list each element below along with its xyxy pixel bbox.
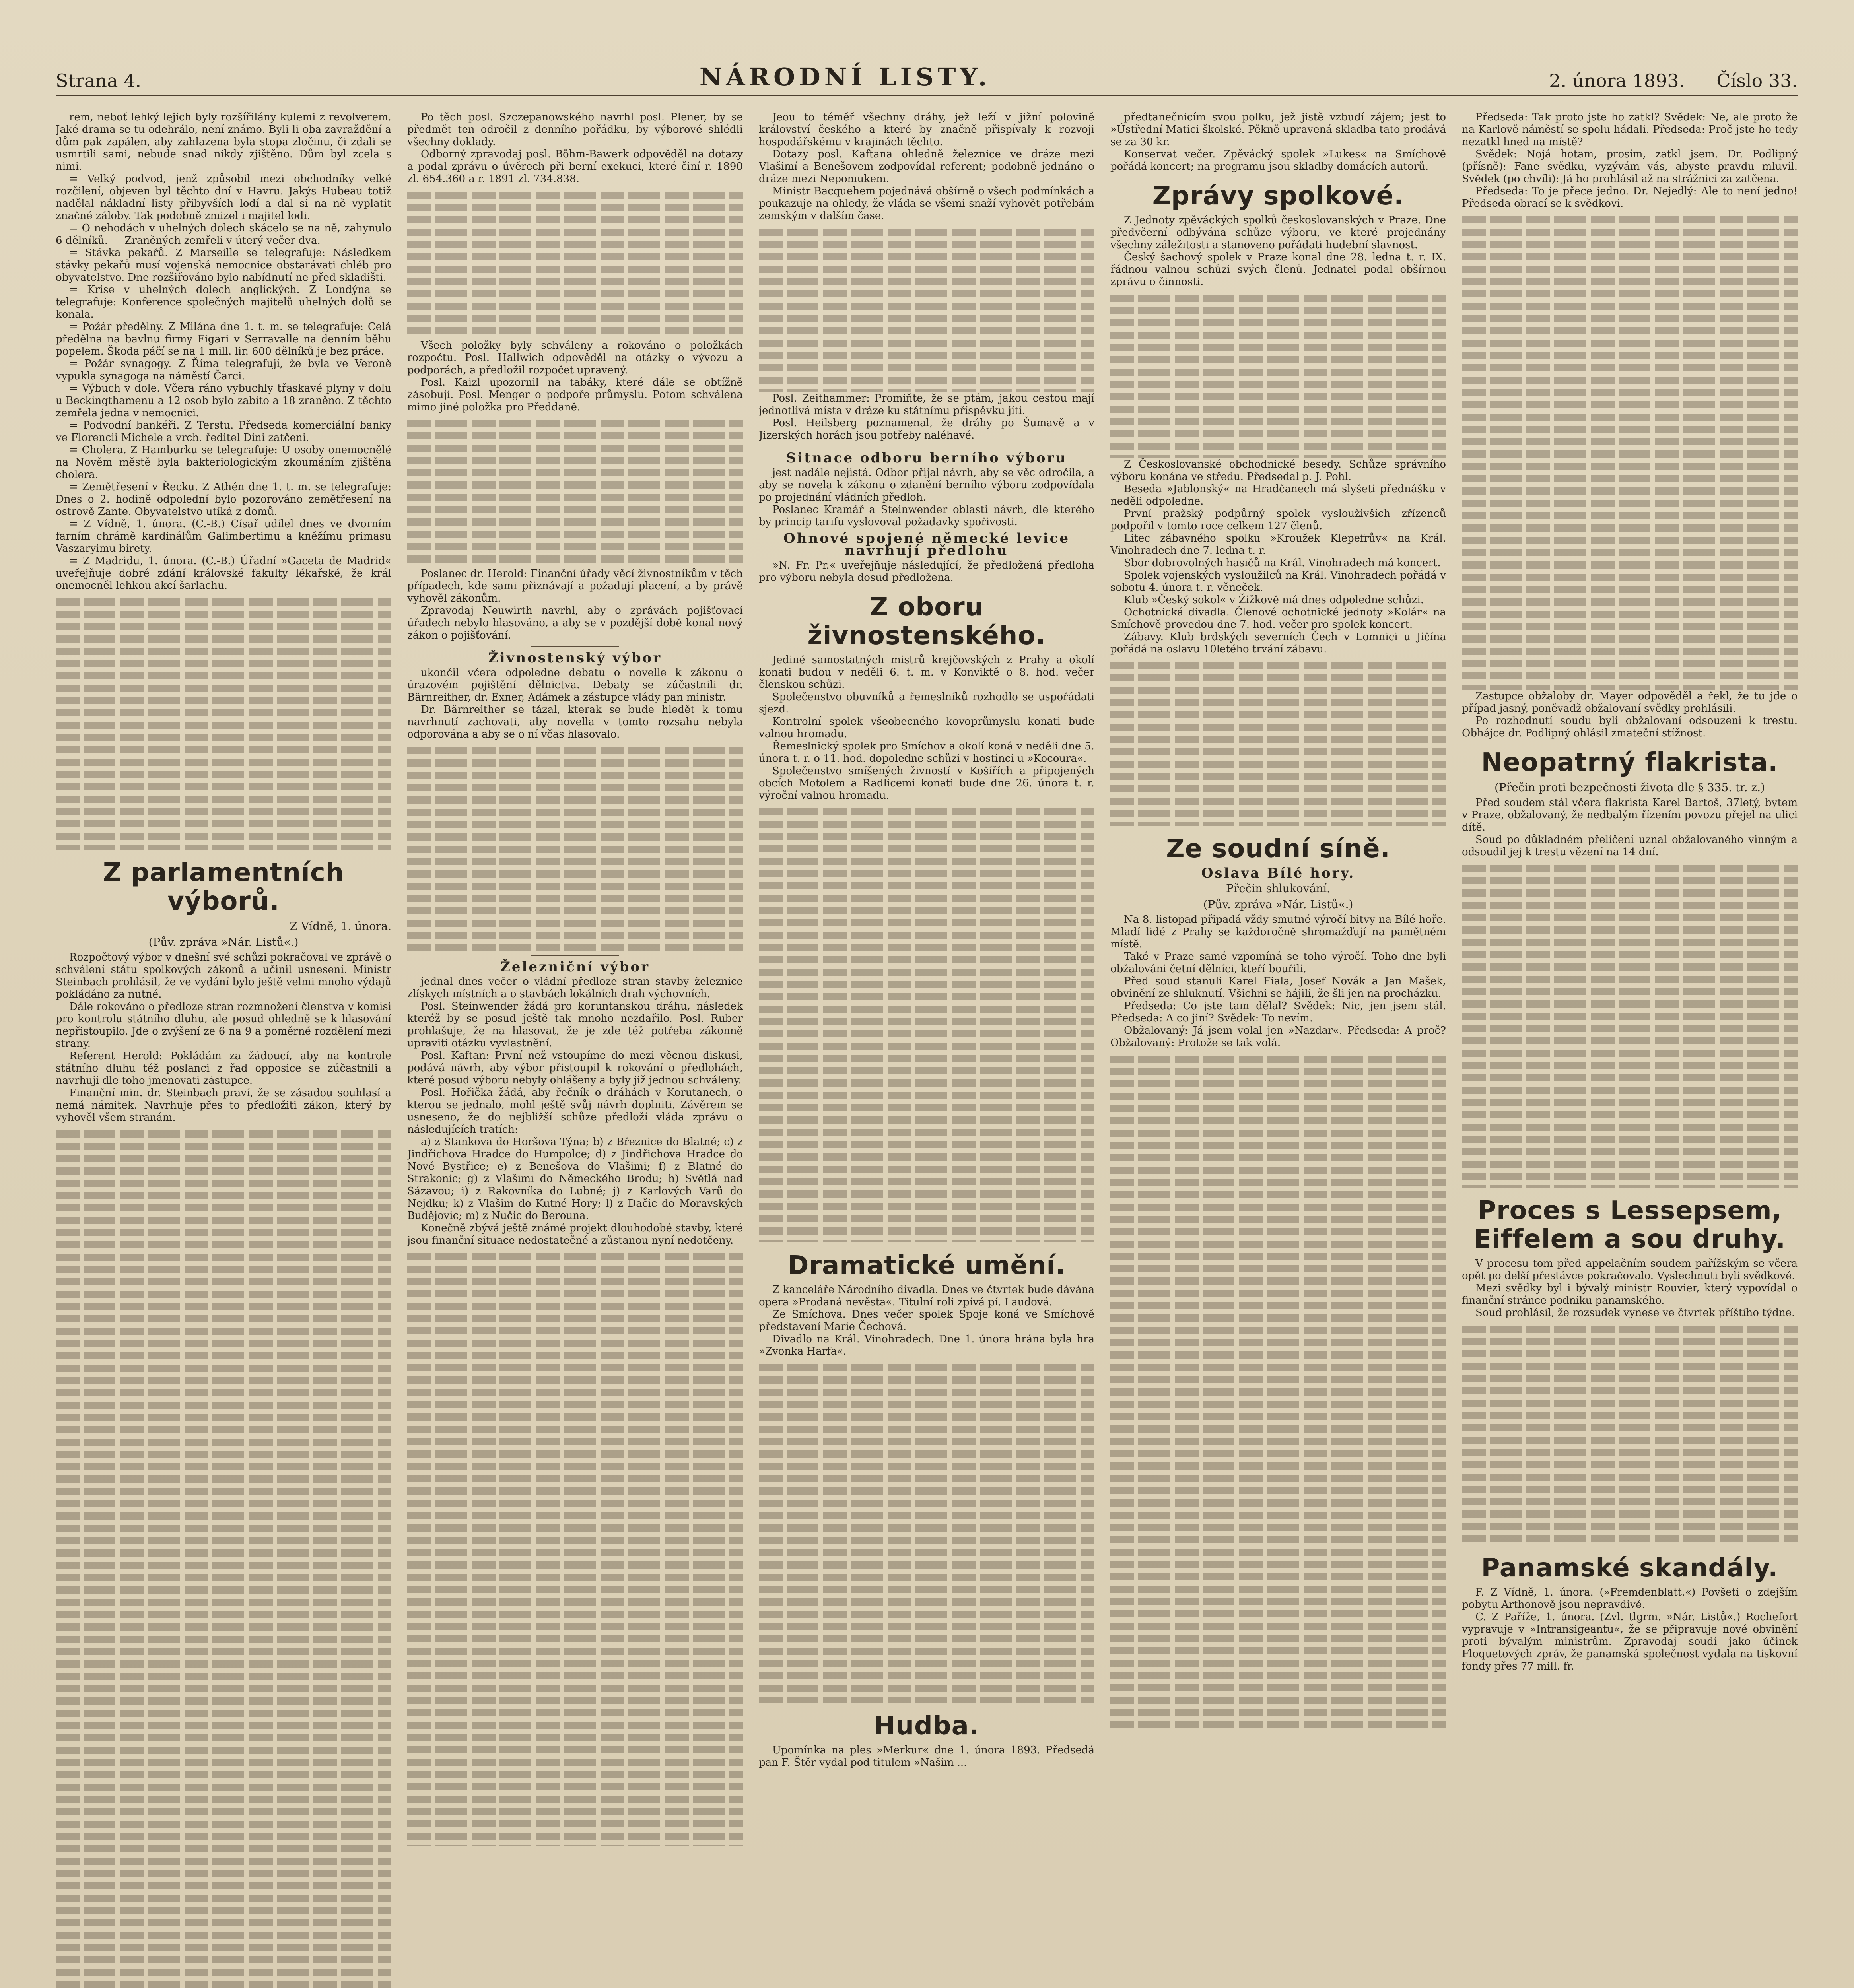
subsection-heading: Oslava Bílé hory.: [1201, 865, 1355, 881]
section-heading: Z parlamentních výborů.: [103, 858, 344, 916]
paragraph: F. Z Vídně, 1. února. (»Fremdenblatt.«) Povšeti o zdejším pobytu Arthonově jsou nepravdivé.: [1462, 1586, 1798, 1611]
separator: [531, 955, 619, 956]
paragraph: Litec zábavného spolku »Kroužek Klepefrův« na Král. Vinohradech dne 7. ledna t. r.: [1110, 532, 1446, 557]
paragraph: Po těch posl. Szczepanowského navrhl posl. Plener, by se předmět ten odročil z denního pořádku, by výborové shlédli všechny doklady.: [407, 111, 743, 148]
paragraph: Společenstvo obuvníků a řemeslníků rozhodlo se uspořádati sjezd.: [759, 691, 1094, 715]
paragraph: = Výbuch v dole. Včera ráno vybuchly třaskavé plyny v dolu u Beckingthamenu a 12 osob bylo zabito a 18 zraněno. Z těchto zemřela jedna v nemocnici.: [56, 382, 391, 419]
paragraph: Český šachový spolek v Praze konal dne 28. ledna t. r. IX. řádnou valnou schůzi svých členů. Jednatel podal obšírnou zprávu o činnosti.: [1110, 251, 1446, 288]
paragraph: Jediné samostatných mistrů krejčovských z Prahy a okolí konati budou v neděli 6. t. m. v Konviktě o 8. hod. večer členskou schůzi.: [759, 654, 1094, 691]
paragraph: Dotazy posl. Kaftana ohledně železnice ve dráze mezi Vlašimí a Benešovem zodpovídal referent; podobně jednáno o dráze mezi Nepomukem.: [759, 148, 1094, 185]
text-block: [1110, 659, 1446, 826]
text-block: [407, 1250, 743, 1846]
paragraph: rem, neboť lehký lejich byly rozšířilány kulemi z revolverem. Jaké drama se tu odehrálo, není známo. Byli-li oba zavraždění a dům pak zapálen, aby zahlazena byla stopa zločinu, či zdali se usmrtili sami, nebude snad nikdy zjištěno. Dům byl zcela s nimi.: [56, 111, 391, 173]
paragraph: Obžalovaný: Já jsem volal jen »Nazdar«. Předseda: A proč? Obžalovaný: Protože se tak volá.: [1110, 1025, 1446, 1049]
paragraph: Referent Herold: Pokládám za žádoucí, aby na kontrole státního dluhu též poslanci z řad opposice se zúčastnili a navrhuji dle toho jmenovati zástupce.: [56, 1050, 391, 1087]
source-note: (Přečin proti bezpečnosti života dle § 335. tr. z.): [1494, 781, 1765, 794]
section-heading: Panamské skandály.: [1481, 1553, 1778, 1583]
paragraph: Řemeslnický spolek pro Smíchov a okolí koná v neděli dne 5. února t. r. o 11. hod. dopoledne schůzi v hostinci u »Kocoura«.: [759, 740, 1094, 765]
paragraph: = Stávka pekařů. Z Marseille se telegrafuje: Následkem stávky pekařů musí vojenská nemocnice obstarávati chléb pro obyvatelstvo. Dne rozšiřováno bylo nabídnutí ne před skladišti.: [56, 247, 391, 283]
page-number: Strana 4.: [56, 70, 141, 91]
paragraph: ukončil včera odpoledne debatu o novelle k zákonu o úrazovém pojištění dělnictva. Debaty se zúčastnili dr. Bärnreither, dr. Exner, Adámek a zástupce vlády pan ministr.: [407, 667, 743, 703]
paragraph: Posl. Heilsberg poznamenal, že dráhy po Šumavě a v Jizerských horách jsou potřeby naléhavé.: [759, 417, 1094, 441]
paragraph: Mezi svědky byl i bývalý ministr Rouvier, který vypovídal o finanční stránce podniku panamského.: [1462, 1282, 1798, 1307]
subsection-heading: Ohnové spojené německé levice navrhují předlohu: [783, 530, 1070, 559]
paragraph: Rozpočtový výbor v dnešní své schůzi pokračoval ve zprávě o schválení státu spolkových zákonů a učinil usnesení. Ministr Steinbach prohlásil, že ve vydání bylo ještě velmi mnoho výdajů pokládáno za nutné.: [56, 951, 391, 1000]
paragraph: = Zemětřesení v Řecku. Z Athén dne 1. t. m. se telegrafuje: Dnes o 2. hodině odpolední bylo pozorováno zemětřesení na ostrově Zante. Obyvatelstvo utíká z domů.: [56, 481, 391, 518]
paragraph: V procesu tom před appelačním soudem pařížským se včera opět po delší přestávce pokračovalo. Vyslechnuti byli svědkové.: [1462, 1258, 1798, 1282]
page-header: [56, 60, 1798, 91]
paragraph: Posl. Kaftan: První než vstoupíme do mezi věcnou diskusi, podává návrh, aby výbor přistoupil k rokování o předlohách, které posud výboru nebyly ohlášeny a byly již jednou schváleny.: [407, 1050, 743, 1086]
text-block: [1462, 862, 1798, 1188]
section-heading: Dramatické umění.: [787, 1251, 1066, 1280]
paragraph: = Požár předělny. Z Milána dne 1. t. m. se telegrafuje: Celá předělna na bavlnu firmy Figari v Serravalle na denním běhu popelem. Škoda páčí se na 1 mill. lir. 600 dělníků je bez práce.: [56, 321, 391, 357]
subsection-caption: Přečin shlukování.: [1226, 882, 1330, 895]
separator: [531, 646, 619, 647]
paragraph: Z Českoslovanské obchodnické besedy. Schůze správního výboru konána ve středu. Předsedal p. J. Pohl.: [1110, 458, 1446, 483]
source-note: (Pův. zpráva »Nár. Listů«.): [1203, 898, 1353, 911]
masthead: NÁRODNÍ LISTY.: [699, 62, 991, 91]
paragraph: Ministr Bacquehem pojednává obšírně o všech podmínkách a poukazuje na ohledy, že vláda se všemi snaží vyhovět potřebám zemským v dalším čase.: [759, 185, 1094, 222]
section-heading: Zprávy spolkové.: [1152, 181, 1404, 211]
dateline: Z Vídně, 1. února.: [290, 920, 391, 933]
paragraph: Soud po důkladném přelíčení uznal obžalovaného vinným a odsoudil jej k trestu vězení na 14 dní.: [1462, 834, 1798, 858]
paragraph: Soud prohlásil, že rozsudek vynese ve čtvrtek příštího týdne.: [1475, 1307, 1795, 1319]
columns: [56, 111, 1798, 1988]
section-heading: Hudba.: [874, 1711, 979, 1741]
paragraph: C. Z Paříže, 1. února. (Zvl. tlgrm. »Nár. Listů«.) Rochefort vypravuje v »Intransigeantu«, že se připravuje nové obvinění proti bývalým ministrům. Zpravodaj soudí jako účinek Floquetových zpráv, že panamská společnost vydala na tiskovní fondy přes 77 mill. fr.: [1462, 1611, 1798, 1672]
paragraph: = Velký podvod, jenž způsobil mezi obchodníky velké rozčilení, objeven byl těchto dní v Havru. Jakýs Hubeau totiž nadělal nákladní listy přibyvších lodí a dal si na ně vyplatit značné záloby. Tak podobně zmizel i majitel lodi.: [56, 173, 391, 222]
section-heading: Z oboru živnostenského.: [807, 592, 1046, 650]
paragraph: předtanečnicím svou polku, jež jistě vzbudí zájem; jest to »Ústřední Matici školské. Pěkně upravená skladba tato prodává se za 30 kr.: [1110, 111, 1446, 148]
paragraph: Ze Smíchova. Dnes večer spolek Spoje koná ve Smíchově představení Marie Čechová.: [759, 1309, 1094, 1333]
paragraph: = Podvodní bankéři. Z Terstu. Předseda komerciální banky ve Florencii Michele a vrch. ředitel Dini zatčeni.: [56, 419, 391, 444]
paragraph: = O nehodách v uhelných dolech skácelo se na ně, zahynulo 6 dělníků. — Zraněných zemřeli v úterý večer dva.: [56, 222, 391, 247]
paragraph: Posl. Kaizl upozornil na tabáky, které dále se obtížně zásobují. Posl. Menger o podpoře průmyslu. Potom schválena mimo jiné položka pro Předdaně.: [407, 377, 743, 413]
paragraph: Předseda: Co jste tam dělal? Svědek: Nic, jen jsem stál. Předseda: A co jiní? Svědek: To nevím.: [1110, 1000, 1446, 1024]
paragraph: Z Jednoty zpěváckých spolků českoslovanských v Praze. Dne předvčerní odbývána schůze výboru, ve které projednány všechny záležitosti a stanoveno pořádati hudební slavnost.: [1110, 214, 1446, 251]
text-block: [407, 417, 743, 568]
paragraph: Zábavy. Klub brdských severních Čech v Lomnici u Jičína pořádá na oslavu 10letého trvání zábavu.: [1110, 631, 1446, 655]
paragraph: Zpravodaj Neuwirth navrhl, aby o zprávách pojišťovací úřadech nebylo hlasováno, a aby se v pozdější době konal nový zákon o pojišťování.: [407, 605, 743, 641]
paragraph: Poslanec dr. Herold: Finanční úřady věcí živnostníkům v těch případech, kde sami přiznávají a požadují placení, a by právě vyhověl zákonům.: [407, 568, 743, 604]
paragraph: Posl. Steinwender žádá pro koruntanskou dráhu, následek kteréž by se posud ještě tak mnoho nezdařilo. Posl. Ruber prohlašuje, že na hlasovat, že je zde též potřeba zákonně upraviti otázku vyvlastnění.: [407, 1000, 743, 1049]
paragraph: Společenstvo smíšených živností v Košířích a připojených obcích Motolem a Radlicemi konati bude dne 26. února t. r. výroční valnou hromadu.: [759, 765, 1094, 802]
paragraph: = Krise v uhelných dolech anglických. Z Londýna se telegrafuje: Konference společných majitelů uhelných dolů se konala.: [56, 284, 391, 320]
text-block: [1110, 291, 1446, 458]
paragraph: Odborný zpravodaj posl. Böhm-Bawerk odpověděl na dotazy a podal zprávu o úvěrech při berní exekuci, které činí r. 1890 zl. 654.360 a r. 1891 zl. 734.838.: [407, 148, 743, 185]
paragraph: Spolek vojenských vysloužilců na Král. Vinohradech pořádá v sobotu 4. února t. r. věneček.: [1110, 569, 1446, 594]
text-block: [56, 1127, 391, 1988]
issue-number: Číslo 33.: [1716, 70, 1798, 91]
text-block: [759, 225, 1094, 392]
header-rule: [56, 95, 1798, 96]
paragraph: Konečně zbývá ještě známé projekt dlouhodobé stavby, které jsou finanční situace nedostatečné a zůstanou nyní nedotčeny.: [407, 1222, 743, 1246]
paragraph: Všech položky byly schváleny a rokováno o položkách rozpočtu. Posl. Hallwich odpověděl na otázky o vývozu a podporách, a předložil rozpočet upravený.: [407, 340, 743, 376]
subsection-heading: Živnostenský výbor: [488, 650, 662, 666]
paragraph: Upomínka na ples »Merkur« dne 1. února 1893. Předsedá pan F. Štěr vydal pod titulem »Našim ...: [759, 1744, 1094, 1769]
paragraph: Předseda: To je přece jedno. Dr. Nejedlý: Ale to není jedno! Předseda obrací se k svědkovi.: [1462, 185, 1798, 210]
paragraph: = Z Madridu, 1. února. (C.-B.) Úřadní »Gaceta de Madrid« uveřejňuje dobré zdání královské fakulty lékařské, že král onemocněl lehkou akcí šarlachu.: [56, 555, 391, 592]
paragraph: = Cholera. Z Hamburku se telegrafuje: U osoby onemocnělé na Nověm městě byla bakteriologickým zkoumáním zjištěna cholera.: [56, 444, 391, 481]
text-block: [759, 805, 1094, 1242]
paragraph: Ochotnická divadla. Členové ochotnické jednoty »Kolár« na Smíchově provedou dne 7. hod. večer pro spolek koncert.: [1110, 606, 1446, 631]
subsection-heading: Sitnace odboru berního výboru: [786, 450, 1067, 466]
section-heading: Neopatrný flakrista.: [1481, 748, 1778, 777]
text-block: [407, 744, 743, 951]
paragraph: »N. Fr. Pr.« uveřejňuje následující, že předložená předloha pro výboru nebyla dosud předložena.: [759, 559, 1094, 584]
column-4: [1110, 111, 1446, 1988]
paragraph: Finanční min. dr. Steinbach praví, že se zásadou souhlasí a nemá námitek. Navrhuje přes to předložiti zákon, který by vyhověl všem stranám.: [56, 1087, 391, 1124]
paragraph: Také v Praze samé vzpomíná se toho výročí. Toho dne byli obžalováni četní dělníci, kteří bouřili.: [1110, 951, 1446, 975]
source-note: (Pův. zpráva »Nár. Listů«.): [148, 936, 299, 949]
paragraph: Poslanec Kramář a Steinwender oblasti návrh, dle kterého by princip tarifu vyslovoval požadavky spořivosti.: [759, 504, 1094, 528]
text-block: [56, 595, 391, 850]
paragraph: Před soud stanuli Karel Fiala, Josef Novák a Jan Mašek, obvinění ze shluknutí. Všichni se hájili, že šli jen na procházku.: [1110, 975, 1446, 1000]
paragraph: Kontrolní spolek všeobecného kovoprůmyslu konati bude valnou hromadu.: [759, 716, 1094, 740]
paragraph: Předseda: Tak proto jste ho zatkl? Svědek: Ne, ale proto že na Karlově náměstí se spolu hádali. Předseda: Proč jste ho tedy nezatkl hned na místě?: [1462, 111, 1798, 148]
paragraph: Na 8. listopad připadá vždy smutné výročí bitvy na Bílé hoře. Mladí lidé z Prahy se každoročně shromažďují na pamětném místě.: [1110, 914, 1446, 950]
paragraph: Posl. Zeithammer: Promiňte, že se ptám, jakou cestou mají jednotlivá místa v dráze ku státnímu příspěvku jíti.: [759, 392, 1094, 417]
paragraph: Z kanceláře Národního divadla. Dnes ve čtvrtek bude dávána opera »Prodaná nevěsta«. Titulní roli zpívá pí. Laudová.: [759, 1284, 1094, 1308]
paragraph: Divadlo na Král. Vinohradech. Dne 1. února hrána byla hra »Zvonka Harfa«.: [759, 1333, 1094, 1357]
paragraph: Klub »Český sokol« v Žižkově má dnes odpoledne schůzi.: [1124, 594, 1424, 606]
paragraph: Před soudem stál včera flakrista Karel Bartoš, 37letý, bytem v Praze, obžalovaný, že nedbalým řízením povozu přejel na ulici dítě.: [1462, 797, 1798, 833]
section-heading: Proces s Lessepsem, Eiffelem a sou druhy.: [1473, 1196, 1786, 1254]
paragraph: Svědek: Nojá hotam, prosím, zatkl jsem. Dr. Podlipný (přísně): Fane svědku, vyzývám vás, abyste pravdu mluvil. Svědek (po chvíli): Já ho prohlásil až na strážnici za zatčena.: [1462, 148, 1798, 185]
column-2: [407, 111, 743, 1988]
issue-date: 2. února 1893.: [1549, 70, 1685, 91]
paragraph: = Z Vídně, 1. února. (C.-B.) Císař udílel dnes ve dvorním farním chrámě kardinálům Galimbertimu a kněžímu primasu Vaszaryimu birety.: [56, 518, 391, 555]
paragraph: Zastupce obžaloby dr. Mayer odpověděl a řekl, že tu jde o případ jasný, poněvadž obžalovaní svědky prohlásili.: [1462, 690, 1798, 714]
paragraph: Po rozhodnutí soudu byli obžalovaní odsouzeni k trestu. Obhájce dr. Podlipný ohlásil zmateční stížnost.: [1462, 715, 1798, 739]
column-1: [56, 111, 391, 1988]
paragraph: Konservat večer. Zpěvácký spolek »Lukes« na Smíchově pořádá koncert; na programu jsou skladby domácích autorů.: [1110, 148, 1446, 173]
text-block: [1110, 1052, 1446, 1728]
paragraph: Beseda »Jablonský« na Hradčanech má slyšeti přednášku v neděli odpoledne.: [1110, 483, 1446, 507]
subsection-heading: Železniční výbor: [500, 959, 650, 975]
column-3: [759, 111, 1094, 1988]
column-5: [1462, 111, 1798, 1988]
paragraph: = Požár synagogy. Z Říma telegrafují, že byla ve Veroně vypukla synagoga na náměstí Čarci.: [56, 358, 391, 382]
section-heading: Ze soudní síně.: [1166, 834, 1390, 864]
paragraph: Dr. Bärnreither se tázal, kterak se bude hledět k tomu navrhnutí zachovati, aby novella v tomto rozsahu nebyla odporována a aby se o ní včas hlasovalo.: [407, 704, 743, 740]
text-block: [1462, 213, 1798, 690]
paragraph: jest nadále nejistá. Odbor přijal návrh, aby se věc odročila, a aby se novela k zákonu o zdanění berního výboru zodpovídala po projednání vládních předloh.: [759, 467, 1094, 503]
text-block: [1462, 1322, 1798, 1545]
paragraph: Jeou to téměř všechny dráhy, jež leží v jižní polovině království českého a které by značně přispívaly k rozvoji hospodářskému v krajinách těchto.: [759, 111, 1094, 148]
text-block: [407, 188, 743, 340]
route-list: a) z Stankova do Horšova Týna; b) z Březnice do Blatné; c) z Jindřichova Hradce do Humpolce; d) z Jindřichova Hradce do Nové Bystřice; e) z Benešova do Vlašimi; f) z Blatné do Strakonic; g) z Vlašimi do Německého Brodu; h) Světlá nad Sázavou; i) z Rakovníka do Lubné; j) z Karlových Varů do Nejdku; k) z Vlašim do Kutné Hory; l) z Dačic do Moravských Budějovic; m) z Nučic do Berouna.: [407, 1136, 743, 1222]
paragraph: První pražský podpůrný spolek vyslouživších zřízenců podpořil v tomto roce celkem 127 členů.: [1110, 508, 1446, 532]
paragraph: jednal dnes večer o vládní předloze stran stavby železnice zlískych místních a o stavbách lokálních drah výchovních.: [407, 976, 743, 1000]
paragraph: Posl. Hořička žádá, aby řečník o dráhách v Korutanech, o kterou se jednalo, mohl ještě svůj návrh doplniti. Závěrem se usneseno, že do nejbližší schůze předloží vláda zprávu o následujících tratích:: [407, 1087, 743, 1136]
paragraph: Dále rokováno o předloze stran rozmnožení členstva v komisi pro kontrolu státního dluhu, ale posud ohledně se k hlasování nepřistoupilo. Jde o zvýšení ze 6 na 9 a poměrné rozdělení mezi strany.: [56, 1001, 391, 1050]
paragraph: Sbor dobrovolných hasičů na Král. Vinohradech má koncert.: [1124, 557, 1441, 569]
text-block: [759, 1361, 1094, 1703]
